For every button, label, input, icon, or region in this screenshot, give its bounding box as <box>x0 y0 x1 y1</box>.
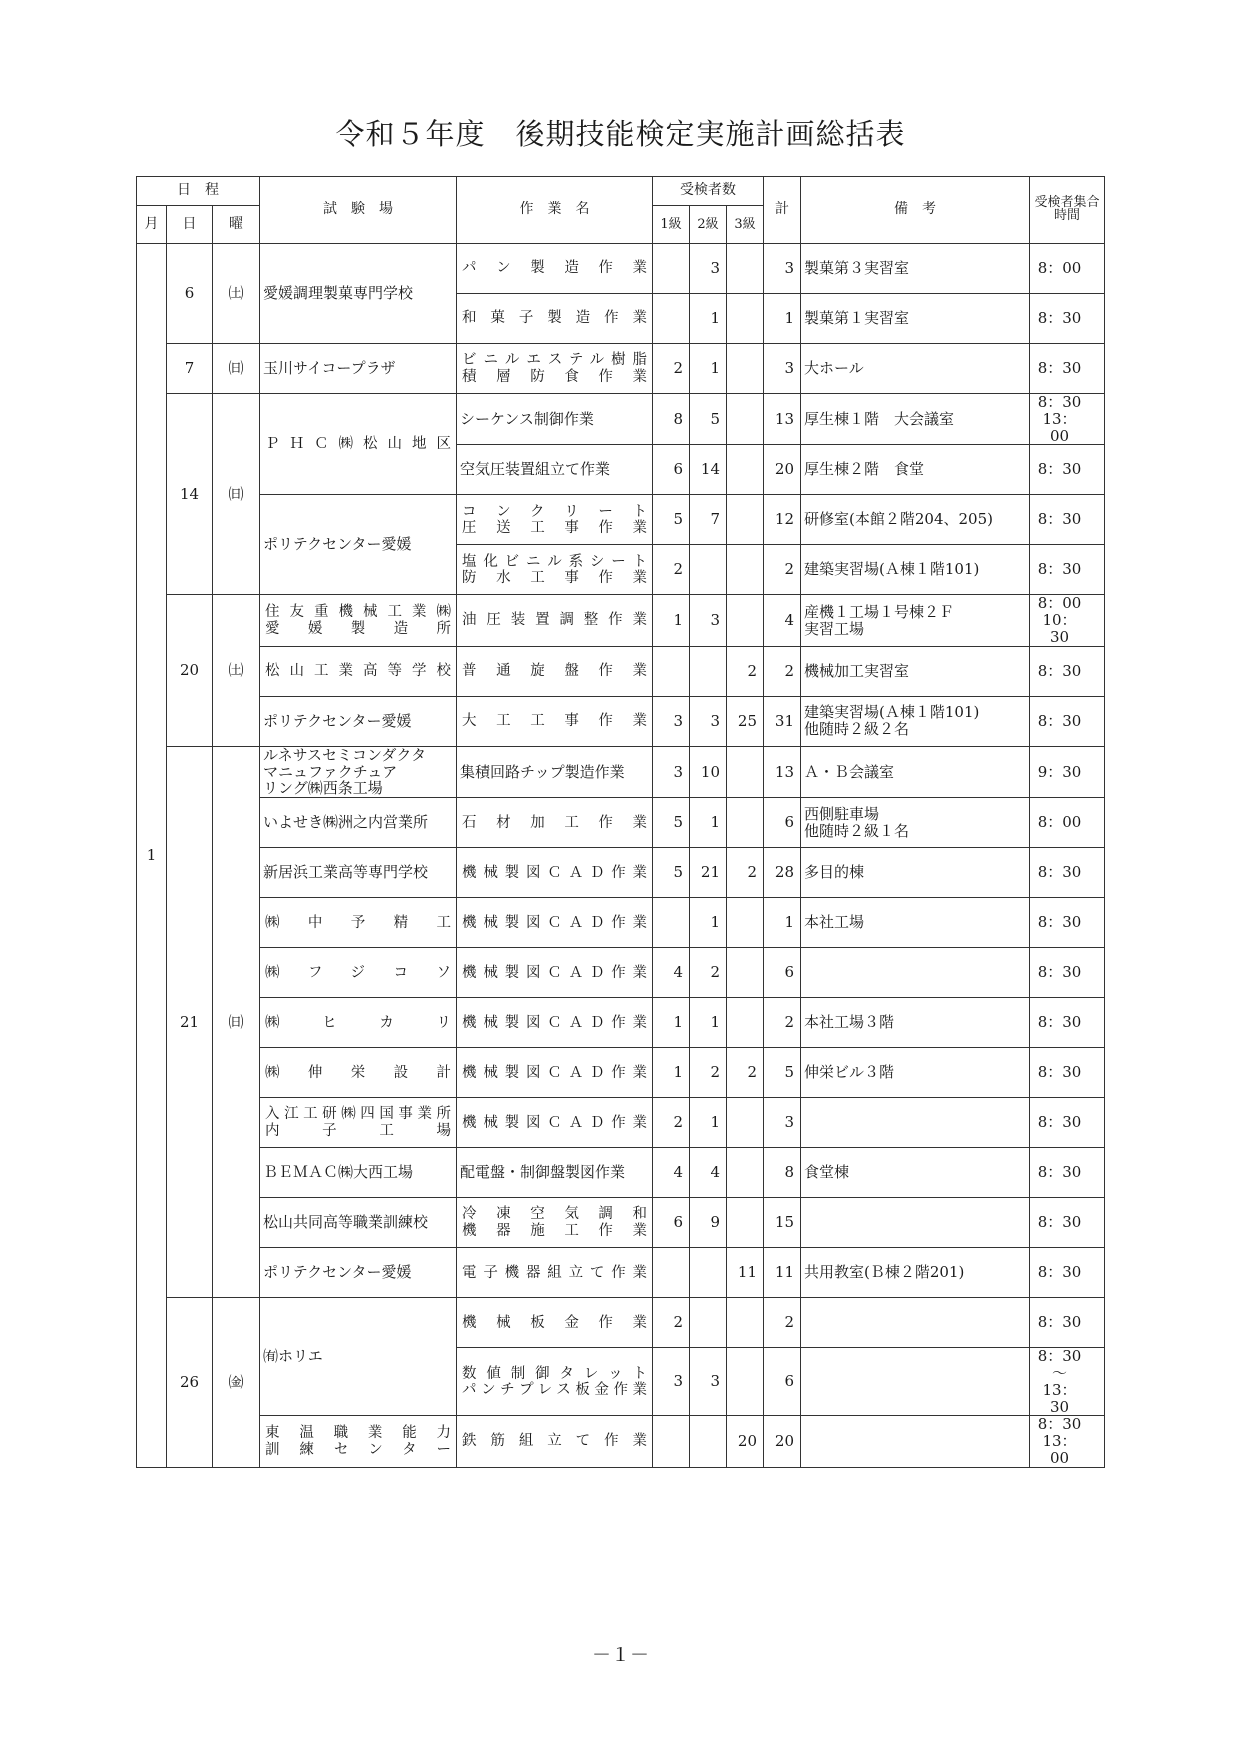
job-name: 鉄筋組立て作業 <box>462 1433 648 1450</box>
job-name: 集積回路チップ製造作業 <box>460 762 625 781</box>
header-month: 月 <box>137 206 167 244</box>
venue-label: 東温職業能力 訓練センター <box>265 1425 452 1458</box>
grade-1-count: 5 <box>653 798 690 848</box>
job-name-cell <box>457 595 653 646</box>
grade-3-count <box>727 798 764 848</box>
job-name-cell <box>457 1298 653 1348</box>
grade-3-count <box>727 244 764 294</box>
gather-time-cell: 8：30 <box>1030 1248 1105 1298</box>
job-name-cell <box>457 1416 653 1467</box>
venue-cell <box>260 696 457 746</box>
job-name: 石材加工作業 <box>462 814 648 831</box>
grade-3-count: 2 <box>727 1048 764 1098</box>
grade-1-count: 5 <box>653 495 690 545</box>
grade-1-count <box>653 294 690 344</box>
job-name: シーケンス制御作業 <box>460 409 594 428</box>
header-schedule: 日 程 <box>137 177 260 206</box>
grade-3-count <box>727 1098 764 1148</box>
total-count: 6 <box>764 1348 801 1416</box>
grade-1-count <box>653 1416 690 1467</box>
venue-label: 新居浜工業高等専門学校 <box>263 863 429 882</box>
grade-2-count: 1 <box>690 798 727 848</box>
table-row <box>137 948 1105 998</box>
job-name-cell <box>457 495 653 545</box>
grade-1-count: 2 <box>653 1298 690 1348</box>
remarks-cell <box>801 1416 1030 1467</box>
grade-3-count <box>727 495 764 545</box>
header-weekday: 曜 <box>213 206 260 244</box>
total-count: 4 <box>764 595 801 646</box>
table-row <box>137 495 1105 545</box>
job-name: 電子機器組立て作業 <box>462 1264 648 1281</box>
grade-3-count <box>727 1298 764 1348</box>
header-grade-3: 3級 <box>727 206 764 244</box>
grade-1-count: 1 <box>653 595 690 646</box>
gather-time-cell: 8：30 13：00 <box>1030 394 1105 445</box>
total-count: 28 <box>764 848 801 898</box>
total-count: 13 <box>764 746 801 797</box>
job-name-cell <box>457 948 653 998</box>
month-cell: 1 <box>137 244 167 1468</box>
gather-time-cell: 8：30 <box>1030 1148 1105 1198</box>
grade-1-count: 8 <box>653 394 690 445</box>
schedule-table <box>136 176 1105 1468</box>
job-name: 数値制御タレット パンチプレス板金作業 <box>462 1365 648 1398</box>
grade-3-count <box>727 746 764 797</box>
job-name: 塩化ビニル系シート 防水工事作業 <box>462 553 648 586</box>
job-name: 冷凍空気調和 機器施工作業 <box>462 1206 648 1239</box>
total-count: 2 <box>764 998 801 1048</box>
venue-cell <box>260 1248 457 1298</box>
gather-time-cell: 9：30 <box>1030 746 1105 797</box>
gather-time-cell: 8：30 <box>1030 898 1105 948</box>
remarks-cell: 産機１工場１号棟２Ｆ 実習工場 <box>801 595 1030 646</box>
grade-1-count <box>653 1248 690 1298</box>
table-row <box>137 998 1105 1048</box>
venue-label: 松山工業高等学校 <box>265 663 452 680</box>
gather-time-cell: 8：00 <box>1030 244 1105 294</box>
table-row <box>137 1198 1105 1248</box>
remarks-cell: Ａ・Ｂ会議室 <box>801 746 1030 797</box>
grade-3-count <box>727 948 764 998</box>
remarks-cell <box>801 1198 1030 1248</box>
table-row <box>137 1416 1105 1467</box>
grade-2-count <box>690 646 727 696</box>
venue-label: ㈱フジコソ <box>265 964 452 981</box>
day-cell: 26 <box>167 1298 213 1468</box>
remarks-cell: 食堂棟 <box>801 1148 1030 1198</box>
table-row <box>137 394 1105 445</box>
venue-label: ポリテクセンター愛媛 <box>263 1263 412 1282</box>
total-count: 6 <box>764 948 801 998</box>
job-name: 機械製図ＣＡＤ作業 <box>462 1014 648 1031</box>
weekday-cell: ㈯ <box>213 595 260 746</box>
header-remarks: 備 考 <box>801 177 1030 244</box>
gather-time-cell: 8：30 <box>1030 1198 1105 1248</box>
grade-2-count <box>690 545 727 595</box>
venue-cell <box>260 948 457 998</box>
remarks-cell: 本社工場 <box>801 898 1030 948</box>
grade-3-count <box>727 595 764 646</box>
grade-3-count: 25 <box>727 696 764 746</box>
table-row <box>137 1298 1105 1348</box>
job-name: 配電盤・制御盤製図作業 <box>460 1163 626 1182</box>
grade-1-count: 2 <box>653 344 690 394</box>
gather-time-cell: 8：30 13：00 <box>1030 1416 1105 1467</box>
job-name: ビニルエステル樹脂 積層防食作業 <box>462 352 648 385</box>
total-count: 15 <box>764 1198 801 1248</box>
grade-2-count: 2 <box>690 948 727 998</box>
job-name-cell <box>457 244 653 294</box>
gather-time-cell: 8：30 <box>1030 646 1105 696</box>
day-cell: 20 <box>167 595 213 746</box>
total-count: 13 <box>764 394 801 445</box>
venue-label: いよせき㈱洲之内営業所 <box>263 813 429 832</box>
job-name-cell <box>457 746 653 797</box>
grade-3-count <box>727 545 764 595</box>
total-count: 2 <box>764 646 801 696</box>
grade-3-count: 2 <box>727 646 764 696</box>
venue-cell <box>260 1148 457 1198</box>
job-name-cell <box>457 696 653 746</box>
header-examinees: 受検者数 <box>653 177 764 206</box>
job-name: 機械製図ＣＡＤ作業 <box>462 1114 648 1131</box>
total-count: 3 <box>764 344 801 394</box>
grade-2-count: 1 <box>690 1098 727 1148</box>
job-name: パン製造作業 <box>462 260 648 277</box>
grade-3-count <box>727 1198 764 1248</box>
gather-time-cell: 8：30 <box>1030 1098 1105 1148</box>
day-cell: 6 <box>167 244 213 344</box>
remarks-cell: 多目的棟 <box>801 848 1030 898</box>
table-row <box>137 1148 1105 1198</box>
venue-label: 愛媛調理製菓専門学校 <box>263 284 414 303</box>
venue-cell <box>260 244 457 344</box>
venue-cell <box>260 646 457 696</box>
grade-2-count: 1 <box>690 294 727 344</box>
venue-cell <box>260 898 457 948</box>
total-count: 3 <box>764 244 801 294</box>
gather-time-cell: 8：30 <box>1030 696 1105 746</box>
venue-label: ㈱ヒカリ <box>265 1014 452 1031</box>
header-grade-2: 2級 <box>690 206 727 244</box>
grade-2-count <box>690 1416 727 1467</box>
venue-label: ㈱伸栄設計 <box>265 1064 452 1081</box>
venue-cell <box>260 394 457 495</box>
grade-1-count: 6 <box>653 1198 690 1248</box>
grade-1-count: 3 <box>653 1348 690 1416</box>
table-row <box>137 798 1105 848</box>
grade-2-count: 5 <box>690 394 727 445</box>
gather-time-cell: 8：30 <box>1030 545 1105 595</box>
total-count: 6 <box>764 798 801 848</box>
weekday-cell: ㈰ <box>213 394 260 595</box>
venue-label: ㈲ホリエ <box>263 1347 323 1366</box>
job-name-cell <box>457 545 653 595</box>
table-row <box>137 696 1105 746</box>
total-count: 3 <box>764 1098 801 1148</box>
venue-cell <box>260 746 457 797</box>
grade-3-count: 2 <box>727 848 764 898</box>
venue-label: ポリテクセンター愛媛 <box>263 535 412 554</box>
grade-3-count <box>727 998 764 1048</box>
grade-1-count <box>653 646 690 696</box>
total-count: 11 <box>764 1248 801 1298</box>
table-row <box>137 1048 1105 1098</box>
job-name: 機械板金作業 <box>462 1314 648 1331</box>
gather-time-cell: 8：30 <box>1030 344 1105 394</box>
grade-1-count: 1 <box>653 998 690 1048</box>
total-count: 1 <box>764 898 801 948</box>
grade-2-count: 9 <box>690 1198 727 1248</box>
grade-3-count: 11 <box>727 1248 764 1298</box>
grade-3-count <box>727 394 764 445</box>
gather-time-cell: 8：30 <box>1030 495 1105 545</box>
table-row <box>137 746 1105 797</box>
header-day: 日 <box>167 206 213 244</box>
table-row <box>137 848 1105 898</box>
table-row <box>137 244 1105 294</box>
venue-cell <box>260 595 457 646</box>
job-name: 油圧装置調整作業 <box>462 612 648 629</box>
job-name-cell <box>457 798 653 848</box>
venue-cell <box>260 848 457 898</box>
grade-1-count: 4 <box>653 948 690 998</box>
venue-label: ㈱中予精工 <box>265 914 452 931</box>
header-venue: 試 験 場 <box>260 177 457 244</box>
job-name-cell <box>457 394 653 445</box>
remarks-cell: 製菓第３実習室 <box>801 244 1030 294</box>
grade-1-count: 1 <box>653 1048 690 1098</box>
gather-time-cell: 8：00 10：30 <box>1030 595 1105 646</box>
grade-2-count: 3 <box>690 1348 727 1416</box>
grade-2-count: 1 <box>690 898 727 948</box>
weekday-cell: ㈰ <box>213 746 260 1297</box>
grade-1-count: 3 <box>653 696 690 746</box>
job-name-cell <box>457 1348 653 1416</box>
venue-label: 住友重機械工業㈱ 愛媛製造所 <box>265 604 452 637</box>
page-title: 令和５年度 後期技能検定実施計画総括表 <box>335 117 906 151</box>
day-cell: 21 <box>167 746 213 1297</box>
day-cell: 7 <box>167 344 213 394</box>
remarks-cell: 大ホール <box>801 344 1030 394</box>
total-count: 2 <box>764 545 801 595</box>
remarks-cell <box>801 1348 1030 1416</box>
venue-label: 玉川サイコープラザ <box>263 359 396 378</box>
remarks-cell: 製菓第１実習室 <box>801 294 1030 344</box>
venue-cell <box>260 495 457 595</box>
remarks-cell: 伸栄ビル３階 <box>801 1048 1030 1098</box>
venue-label: ポリテクセンター愛媛 <box>263 711 412 730</box>
job-name: 機械製図ＣＡＤ作業 <box>462 1064 648 1081</box>
venue-label: ルネサスセミコンダクタ マニュファクチュア リング㈱西条工場 <box>263 746 427 798</box>
job-name: コンクリート 圧送工事作業 <box>462 503 648 536</box>
gather-time-cell: 8：30 <box>1030 445 1105 495</box>
venue-label: ＰＨＣ㈱松山地区 <box>265 436 452 453</box>
job-name-cell <box>457 998 653 1048</box>
header-total: 計 <box>764 177 801 244</box>
table-row <box>137 646 1105 696</box>
remarks-cell: 本社工場３階 <box>801 998 1030 1048</box>
job-name: 空気圧装置組立て作業 <box>460 460 611 479</box>
venue-cell <box>260 998 457 1048</box>
gather-time-cell: 8：30 <box>1030 998 1105 1048</box>
grade-2-count: 14 <box>690 445 727 495</box>
table-row <box>137 344 1105 394</box>
job-name-cell <box>457 445 653 495</box>
grade-3-count <box>727 898 764 948</box>
grade-3-count: 20 <box>727 1416 764 1467</box>
grade-3-count <box>727 1348 764 1416</box>
venue-cell <box>260 1048 457 1098</box>
grade-1-count: 4 <box>653 1148 690 1198</box>
job-name: 大工工事作業 <box>462 713 648 730</box>
gather-time-cell: 8：30 <box>1030 1048 1105 1098</box>
venue-cell <box>260 1298 457 1416</box>
gather-time-cell: 8：30 <box>1030 294 1105 344</box>
header-gather-time: 受検者集合時間 <box>1030 177 1105 244</box>
grade-2-count <box>690 1298 727 1348</box>
job-name-cell <box>457 294 653 344</box>
grade-1-count: 3 <box>653 746 690 797</box>
grade-1-count <box>653 244 690 294</box>
remarks-cell: 厚生棟２階 食堂 <box>801 445 1030 495</box>
grade-1-count <box>653 898 690 948</box>
gather-time-cell: 8：30 <box>1030 1298 1105 1348</box>
grade-2-count: 3 <box>690 595 727 646</box>
grade-2-count <box>690 1248 727 1298</box>
remarks-cell: 厚生棟１階 大会議室 <box>801 394 1030 445</box>
grade-2-count: 1 <box>690 998 727 1048</box>
job-name: 機械製図ＣＡＤ作業 <box>462 864 648 881</box>
grade-1-count: 6 <box>653 445 690 495</box>
gather-time-cell: 8：30 <box>1030 948 1105 998</box>
weekday-cell: ㈯ <box>213 244 260 344</box>
grade-1-count: 2 <box>653 1098 690 1148</box>
job-name-cell <box>457 848 653 898</box>
grade-2-count: 3 <box>690 696 727 746</box>
grade-3-count <box>727 445 764 495</box>
day-cell: 14 <box>167 394 213 595</box>
total-count: 20 <box>764 445 801 495</box>
total-count: 8 <box>764 1148 801 1198</box>
table-row <box>137 595 1105 646</box>
remarks-cell <box>801 948 1030 998</box>
job-name-cell <box>457 1248 653 1298</box>
venue-cell <box>260 1416 457 1467</box>
total-count: 1 <box>764 294 801 344</box>
remarks-cell: 共用教室(Ｂ棟２階201) <box>801 1248 1030 1298</box>
total-count: 2 <box>764 1298 801 1348</box>
job-name: 機械製図ＣＡＤ作業 <box>462 914 648 931</box>
remarks-cell: 西側駐車場 他随時２級１名 <box>801 798 1030 848</box>
job-name: 和菓子製造作業 <box>462 310 648 327</box>
grade-3-count <box>727 294 764 344</box>
remarks-cell <box>801 1298 1030 1348</box>
header-job: 作 業 名 <box>457 177 653 244</box>
grade-2-count: 21 <box>690 848 727 898</box>
grade-2-count: 10 <box>690 746 727 797</box>
total-count: 5 <box>764 1048 801 1098</box>
table-row <box>137 898 1105 948</box>
venue-label: ＢＥＭＡＣ㈱大西工場 <box>263 1163 414 1182</box>
weekday-cell: ㈰ <box>213 344 260 394</box>
grade-2-count: 2 <box>690 1048 727 1098</box>
venue-cell <box>260 1198 457 1248</box>
grade-2-count: 4 <box>690 1148 727 1198</box>
table-row <box>137 1098 1105 1148</box>
total-count: 12 <box>764 495 801 545</box>
grade-1-count: 5 <box>653 848 690 898</box>
job-name: 機械製図ＣＡＤ作業 <box>462 964 648 981</box>
table-row <box>137 1248 1105 1298</box>
job-name-cell <box>457 344 653 394</box>
venue-cell <box>260 1098 457 1148</box>
grade-3-count <box>727 1148 764 1198</box>
grade-3-count <box>727 344 764 394</box>
grade-2-count: 3 <box>690 244 727 294</box>
venue-label: 入江工研㈱四国事業所 内子工場 <box>265 1106 452 1139</box>
job-name-cell <box>457 1098 653 1148</box>
remarks-cell: 研修室(本館２階204、205) <box>801 495 1030 545</box>
job-name: 普通旋盤作業 <box>462 663 648 680</box>
remarks-cell: 機械加工実習室 <box>801 646 1030 696</box>
grade-2-count: 1 <box>690 344 727 394</box>
job-name-cell <box>457 1198 653 1248</box>
remarks-cell: 建築実習場(Ａ棟１階101) <box>801 545 1030 595</box>
remarks-cell: 建築実習場(Ａ棟１階101) 他随時２級２名 <box>801 696 1030 746</box>
header-grade-1: 1級 <box>653 206 690 244</box>
grade-2-count: 7 <box>690 495 727 545</box>
remarks-cell <box>801 1098 1030 1148</box>
venue-cell <box>260 798 457 848</box>
grade-1-count: 2 <box>653 545 690 595</box>
venue-cell <box>260 344 457 394</box>
total-count: 31 <box>764 696 801 746</box>
total-count: 20 <box>764 1416 801 1467</box>
job-name-cell <box>457 646 653 696</box>
job-name-cell <box>457 1148 653 1198</box>
gather-time-cell: 8：00 <box>1030 798 1105 848</box>
venue-label: 松山共同高等職業訓練校 <box>263 1213 429 1232</box>
gather-time-cell: 8：30 <box>1030 848 1105 898</box>
job-name-cell <box>457 1048 653 1098</box>
weekday-cell: ㈮ <box>213 1298 260 1468</box>
gather-time-cell: 8：30～ 13：30 <box>1030 1348 1105 1416</box>
page-number: －１－ <box>591 1644 649 1666</box>
job-name-cell <box>457 898 653 948</box>
